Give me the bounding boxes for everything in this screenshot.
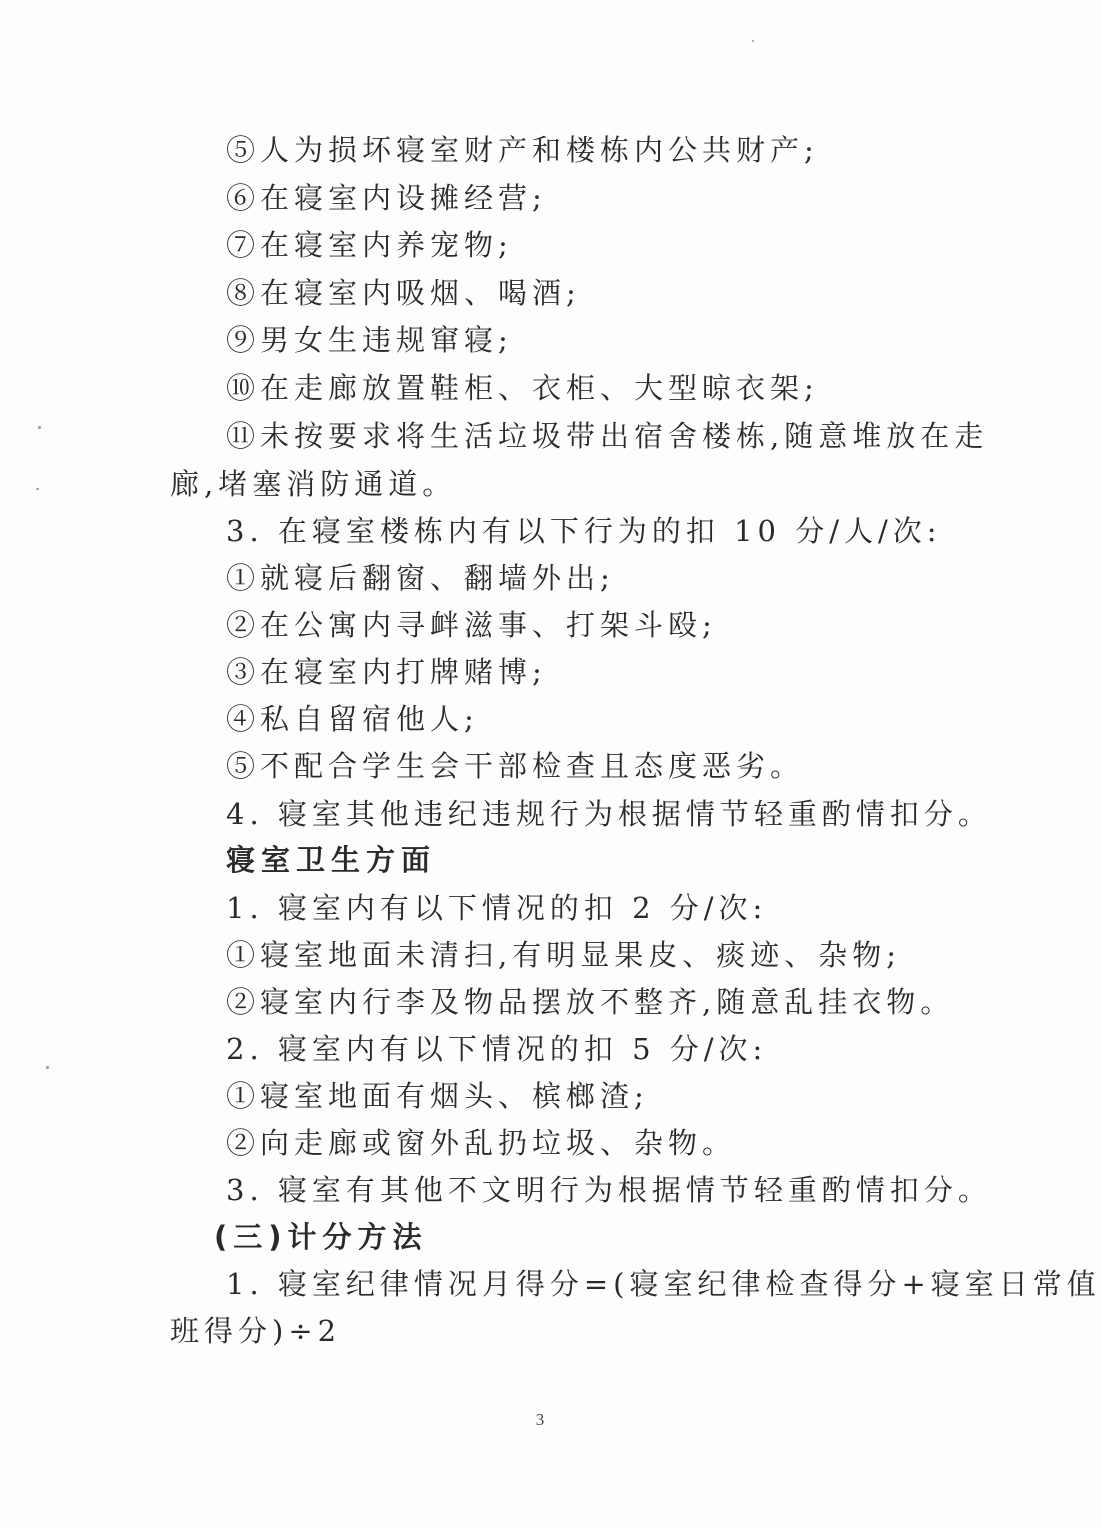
list-item: ①就寝后翻窗、翻墙外出; bbox=[226, 561, 615, 595]
scan-speck bbox=[38, 426, 41, 429]
formula-line-continuation: 班得分)÷2 bbox=[170, 1314, 342, 1348]
page-number: 3 bbox=[535, 1410, 545, 1429]
list-item: ⑨男女生违规窜寝; bbox=[226, 323, 513, 357]
list-item: ⑪未按要求将生活垃圾带出宿舍楼栋,随意堆放在走 bbox=[226, 419, 989, 453]
list-item: ③在寝室内打牌赌博; bbox=[226, 655, 547, 689]
rule-heading: 4. 寝室其他违纪违规行为根据情节轻重酌情扣分。 bbox=[226, 797, 992, 831]
list-item: ⑤人为损坏寝室财产和楼栋内公共财产; bbox=[226, 133, 819, 167]
scan-speck bbox=[46, 1066, 49, 1069]
list-item: ⑧在寝室内吸烟、喝酒; bbox=[226, 276, 581, 310]
formula-line: 1. 寝室纪律情况月得分=(寝室纪律检查得分+寝室日常值 bbox=[226, 1267, 1101, 1301]
section-heading: (三)计分方法 bbox=[214, 1220, 428, 1254]
section-heading: 寝室卫生方面 bbox=[226, 843, 437, 877]
list-item: ②在公寓内寻衅滋事、打架斗殴; bbox=[226, 608, 717, 642]
list-item-continuation: 廊,堵塞消防通道。 bbox=[170, 467, 457, 501]
rule-heading: 2. 寝室内有以下情况的扣 5 分/次: bbox=[226, 1032, 768, 1066]
rule-heading: 3. 寝室有其他不文明行为根据情节轻重酌情扣分。 bbox=[226, 1173, 992, 1207]
list-item: ⑦在寝室内养宠物; bbox=[226, 228, 513, 262]
list-item: ①寝室地面未清扫,有明显果皮、痰迹、杂物; bbox=[226, 938, 901, 972]
rule-heading: 1. 寝室内有以下情况的扣 2 分/次: bbox=[226, 891, 768, 925]
list-item: ⑤不配合学生会干部检查且态度恶劣。 bbox=[226, 749, 805, 783]
list-item: ①寝室地面有烟头、槟榔渣; bbox=[226, 1079, 649, 1113]
list-item: ②向走廊或窗外乱扔垃圾、杂物。 bbox=[226, 1126, 737, 1160]
scan-speck bbox=[36, 488, 39, 490]
list-item: ⑥在寝室内设摊经营; bbox=[226, 181, 547, 215]
list-item: ④私自留宿他人; bbox=[226, 702, 479, 736]
list-item: ⑩在走廊放置鞋柜、衣柜、大型晾衣架; bbox=[226, 371, 819, 405]
list-item: ②寝室内行李及物品摆放不整齐,随意乱挂衣物。 bbox=[226, 985, 955, 1019]
rule-heading: 3. 在寝室楼栋内有以下行为的扣 10 分/人/次: bbox=[226, 514, 942, 548]
scan-speck bbox=[752, 40, 754, 42]
